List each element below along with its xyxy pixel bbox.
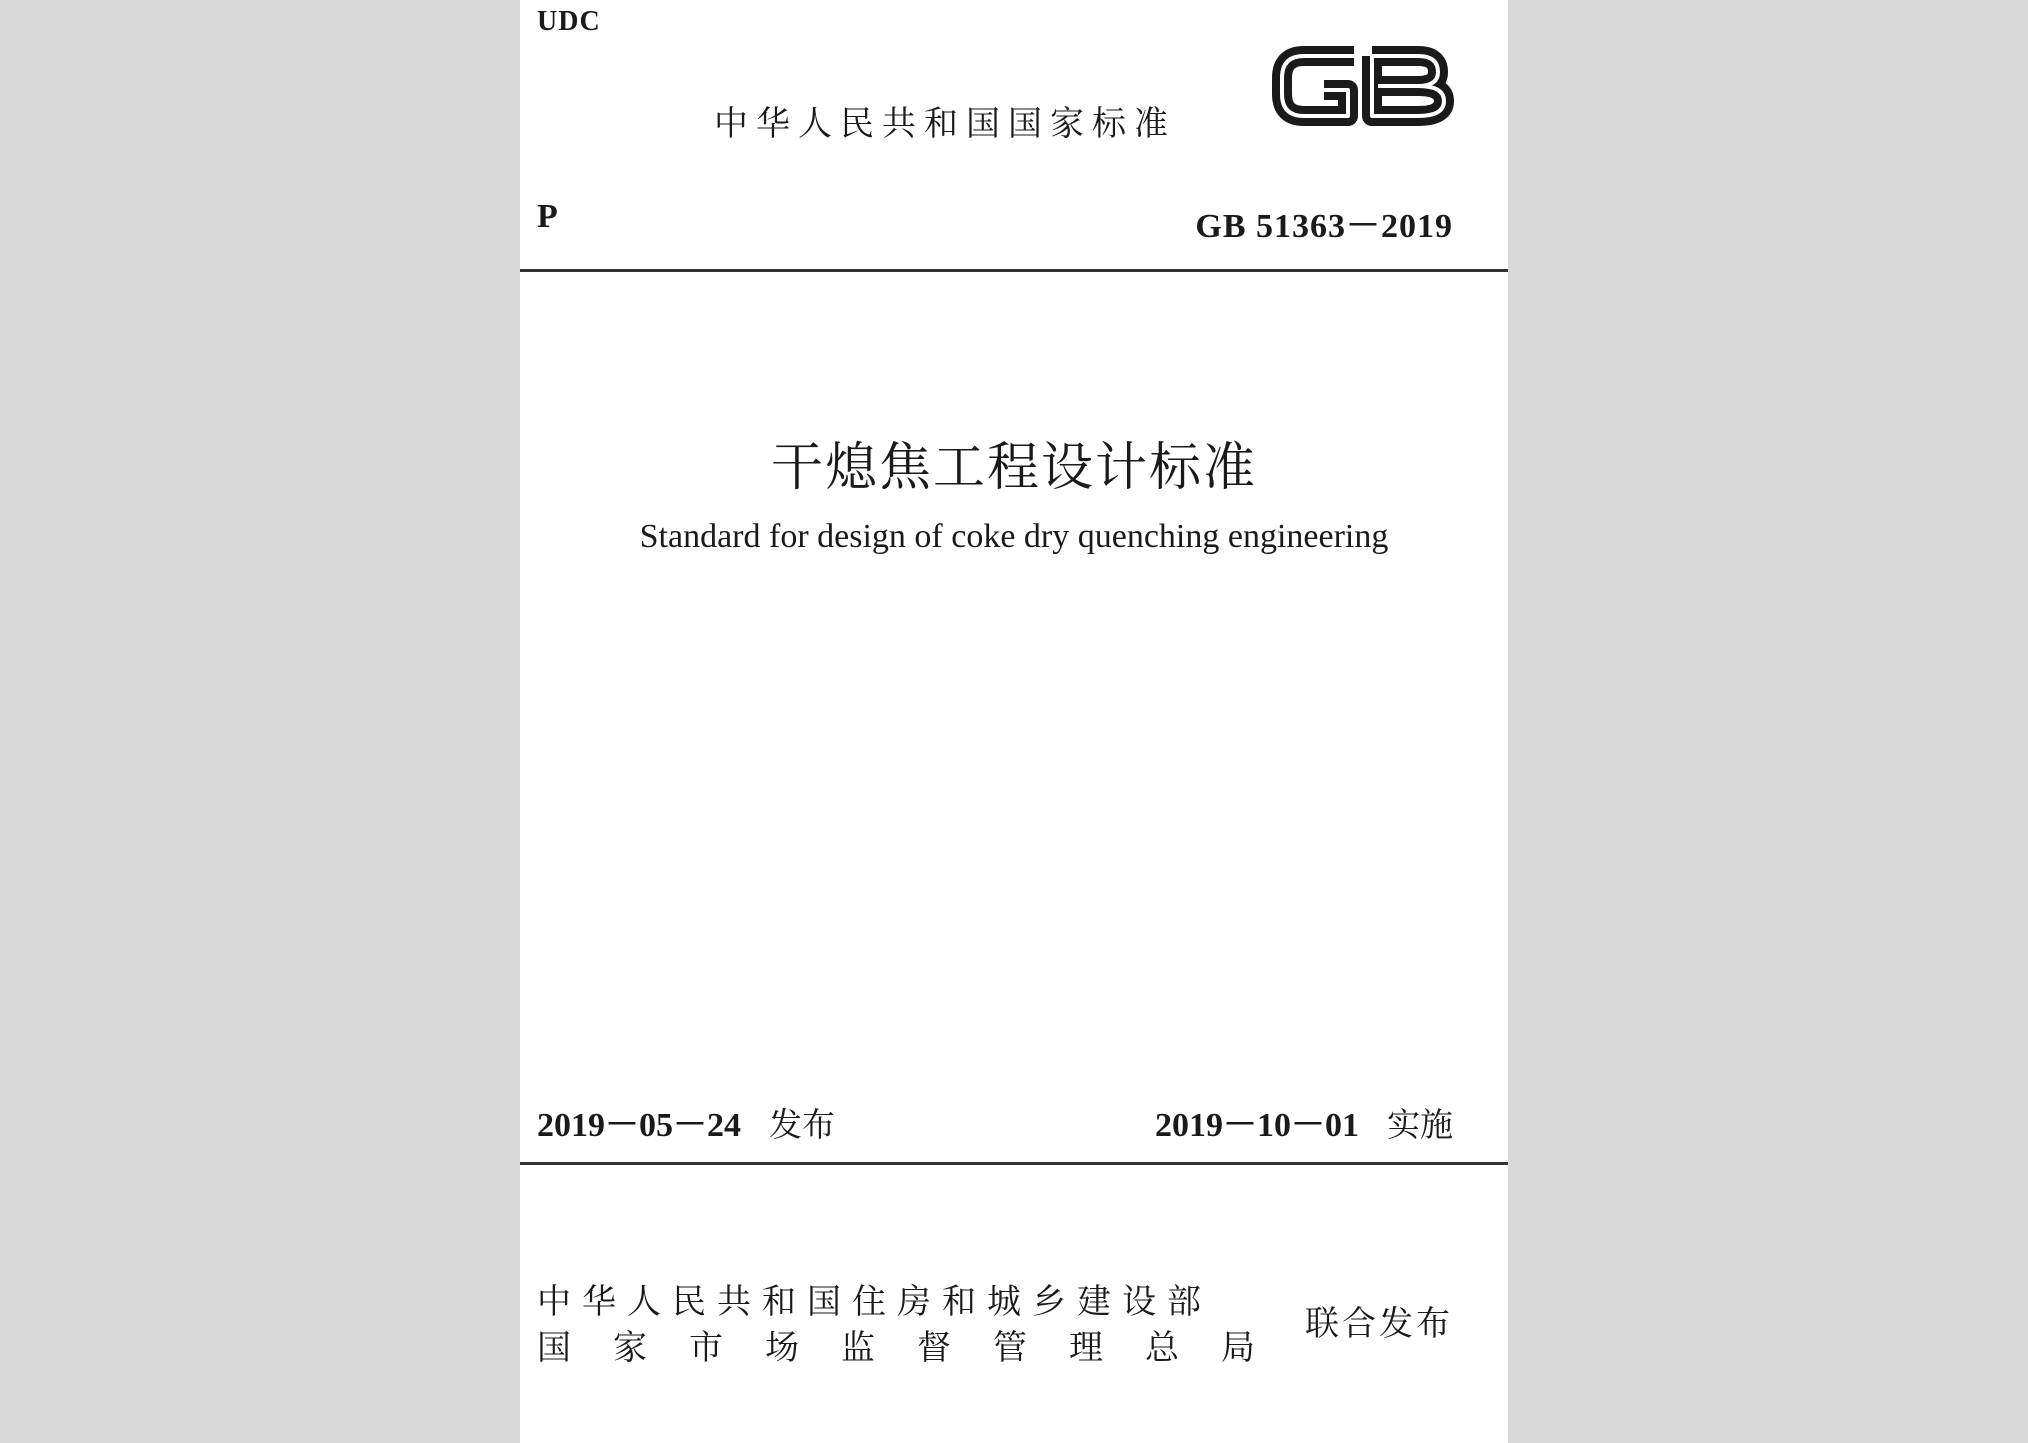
joint-issue-label: 联合发布	[1305, 1304, 1453, 1344]
issue-label: 发布	[769, 1105, 835, 1144]
title-chinese: 干熄焦工程设计标准	[770, 438, 1257, 498]
udc-label: UDC	[537, 6, 601, 37]
issue-date-line	[537, 1097, 835, 1146]
implement-date: 2019－10－01	[1155, 1107, 1359, 1144]
classification-code: P	[537, 198, 558, 235]
top-divider	[520, 269, 1508, 272]
gb-logo-icon	[1268, 38, 1458, 134]
issue-date: 2019－05－24	[537, 1107, 741, 1144]
standard-number: GB 51363－2019	[1195, 208, 1453, 245]
national-standard-header: 中华人民共和国国家标准	[714, 104, 1176, 144]
implement-label: 实施	[1387, 1105, 1453, 1144]
issuer-administration: 国家市场监督管理总局	[537, 1328, 1297, 1368]
issuer-ministry: 中华人民共和国住房和城乡建设部	[537, 1282, 1212, 1322]
document-page	[520, 0, 1508, 1443]
bottom-divider	[520, 1162, 1508, 1165]
title-english: Standard for design of coke dry quenching engineering	[639, 518, 1389, 555]
implement-date-line	[1155, 1097, 1453, 1146]
